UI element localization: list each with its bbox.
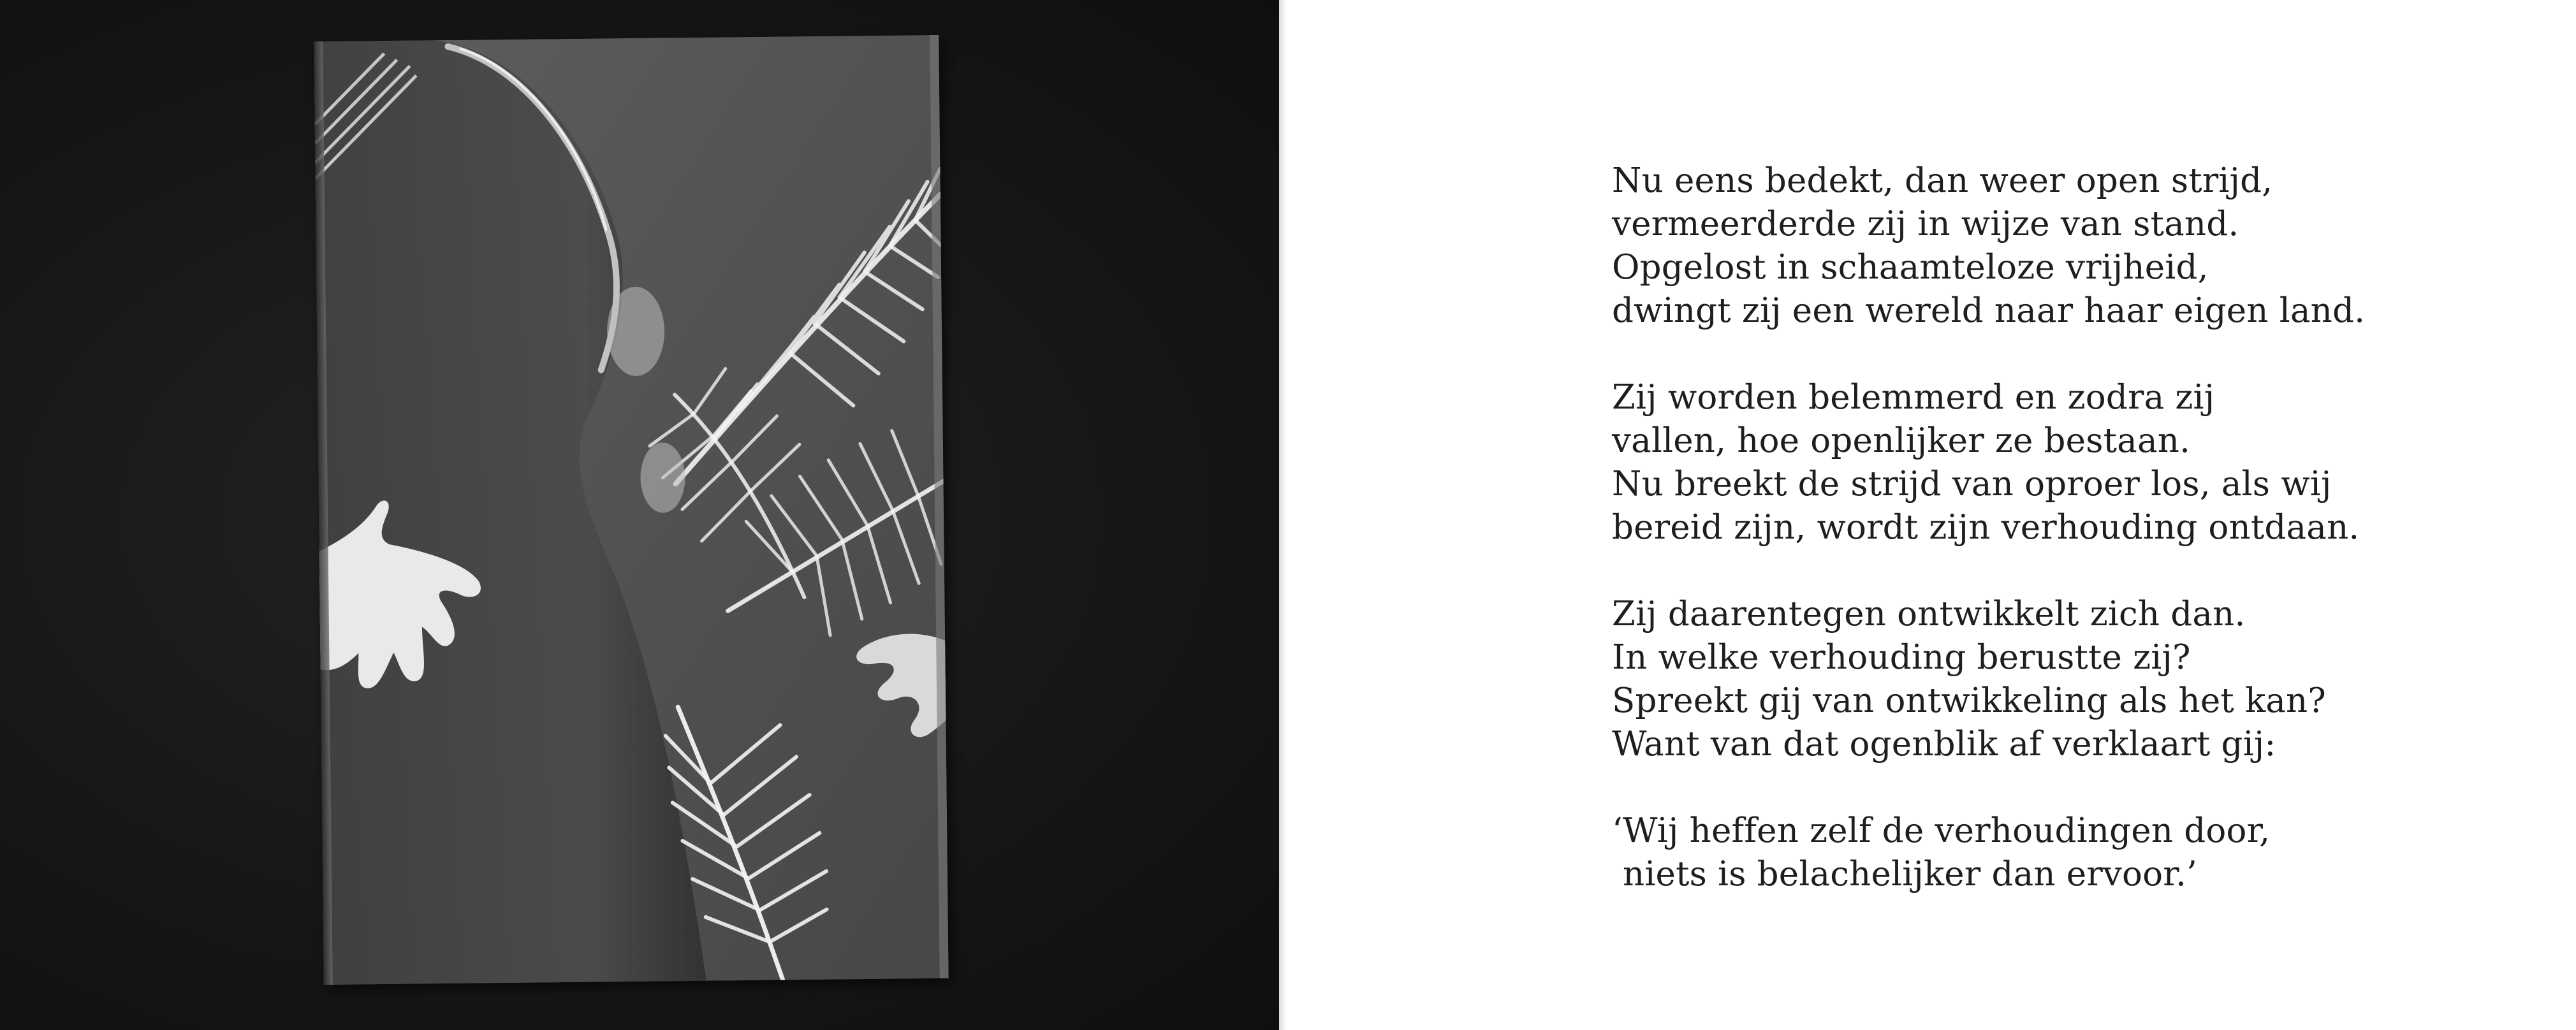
poem-line: Spreekt gij van ontwikkeling als het kan? xyxy=(1612,681,2327,720)
stanza-1 xyxy=(1612,159,2505,333)
poem-line: Nu eens bedekt, dan weer open strijd, xyxy=(1612,161,2273,200)
stanza-4 xyxy=(1612,809,2505,896)
page-gutter xyxy=(1279,0,1287,1030)
poem-line: Zij daarentegen ontwikkelt zich dan. xyxy=(1612,595,2246,634)
poem-line: Want van dat ogenblik af verklaart gij: xyxy=(1612,725,2276,764)
poem-line: niets is belachelijker dan ervoor.’ xyxy=(1612,855,2198,894)
stanza-3 xyxy=(1612,593,2505,766)
poem xyxy=(1612,159,2505,939)
poem-line: dwingt zij een wereld naar haar eigen land. xyxy=(1612,291,2366,330)
right-page-text xyxy=(1287,0,2576,1030)
poem-line: vallen, hoe openlijker ze bestaan. xyxy=(1612,421,2191,460)
poem-line: ‘Wij heffen zelf de verhoudingen door, xyxy=(1612,811,2271,850)
poem-line: In welke verhouding berustte zij? xyxy=(1612,638,2191,677)
cover-photograph xyxy=(314,35,948,985)
poem-line: bereid zijn, wordt zijn verhouding ontdaan. xyxy=(1612,508,2360,547)
poem-line: Zij worden belemmerd en zodra zij xyxy=(1612,378,2215,417)
poem-line: Opgelost in schaamteloze vrijheid, xyxy=(1612,248,2209,287)
book-cover xyxy=(314,35,948,985)
poem-line: Nu breekt de strijd van oproer los, als wij xyxy=(1612,465,2332,504)
stanza-2 xyxy=(1612,376,2505,549)
left-page-photo xyxy=(0,0,1279,1030)
poem-line: vermeerderde zij in wijze van stand. xyxy=(1612,205,2239,243)
